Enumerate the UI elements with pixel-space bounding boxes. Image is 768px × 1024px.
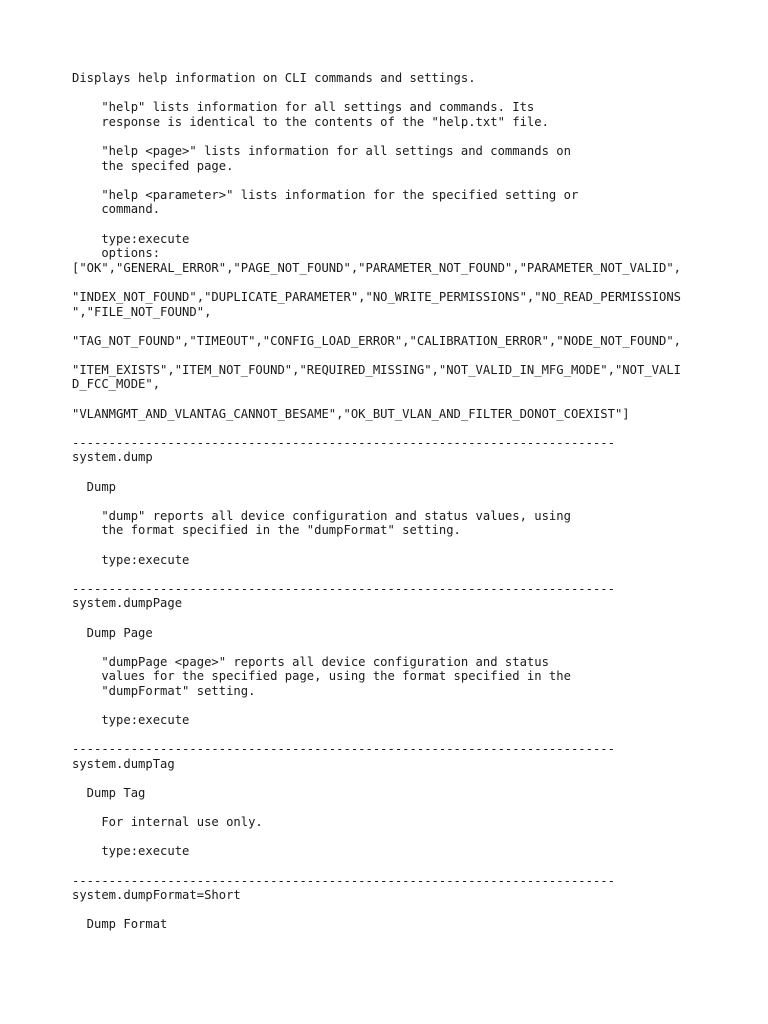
document-line: type:execute [72,844,190,859]
document-line: system.dump [72,450,153,465]
document-text [72,71,681,932]
document-line: values for the specified page, using the format specified in the [72,669,571,684]
document-line: Displays help information on CLI commands and settings. [72,71,476,85]
document-line: response is identical to the contents of the "help.txt" file. [72,114,549,129]
document-line: ","FILE_NOT_FOUND", [72,304,212,319]
section-divider: -------------------------------------------------------------------------- [72,435,615,450]
document-line: ["OK","GENERAL_ERROR","PAGE_NOT_FOUND","PARAMETER_NOT_FOUND","PARAMETER_NOT_VALID", [72,260,682,275]
document-line: type:execute [72,713,190,728]
document-line: "dumpPage <page>" reports all device configuration and status [72,654,549,669]
section-divider: -------------------------------------------------------------------------- [72,581,615,596]
document-line: "ITEM_EXISTS","ITEM_NOT_FOUND","REQUIRED_MISSING","NOT_VALID_IN_MFG_MODE","NOT_VALI [72,362,682,377]
section-divider: -------------------------------------------------------------------------- [72,873,615,888]
document-line: "help <parameter>" lists information for the specified setting or [72,187,579,202]
document-line: Dump Page [72,625,153,640]
document-line: D_FCC_MODE", [72,377,161,392]
document-line: "INDEX_NOT_FOUND","DUPLICATE_PARAMETER","NO_WRITE_PERMISSIONS","NO_READ_PERMISSIONS [72,289,682,304]
document-line: Dump Tag [72,786,146,801]
document-line: "TAG_NOT_FOUND","TIMEOUT","CONFIG_LOAD_ERROR","CALIBRATION_ERROR","NODE_NOT_FOUND", [72,333,682,348]
section-divider: -------------------------------------------------------------------------- [72,742,615,757]
document-line: system.dumpFormat=Short [72,888,241,903]
document-line: type:execute [72,552,190,567]
document-line: the specifed page. [72,158,234,173]
document-line: the format specified in the "dumpFormat" setting. [72,523,461,538]
document-line: "help <page>" lists information for all settings and commands on [72,143,571,158]
document-line: system.dumpTag [72,756,175,771]
document-line: "dumpFormat" setting. [72,683,256,698]
document-line: system.dumpPage [72,596,183,611]
document-line: For internal use only. [72,815,263,830]
document-line: Dump Format [72,917,168,932]
document-line: "help" lists information for all settings and commands. Its [72,100,535,115]
document-line: Dump [72,479,117,494]
document-line: "dump" reports all device configuration and status values, using [72,508,571,523]
document-line: "VLANMGMT_AND_VLANTAG_CANNOT_BESAME","OK_BUT_VLAN_AND_FILTER_DONOT_COEXIST"] [72,406,630,421]
document-line: type:execute [72,231,190,246]
document-line: options: [72,246,161,261]
document-line: command. [72,202,161,217]
